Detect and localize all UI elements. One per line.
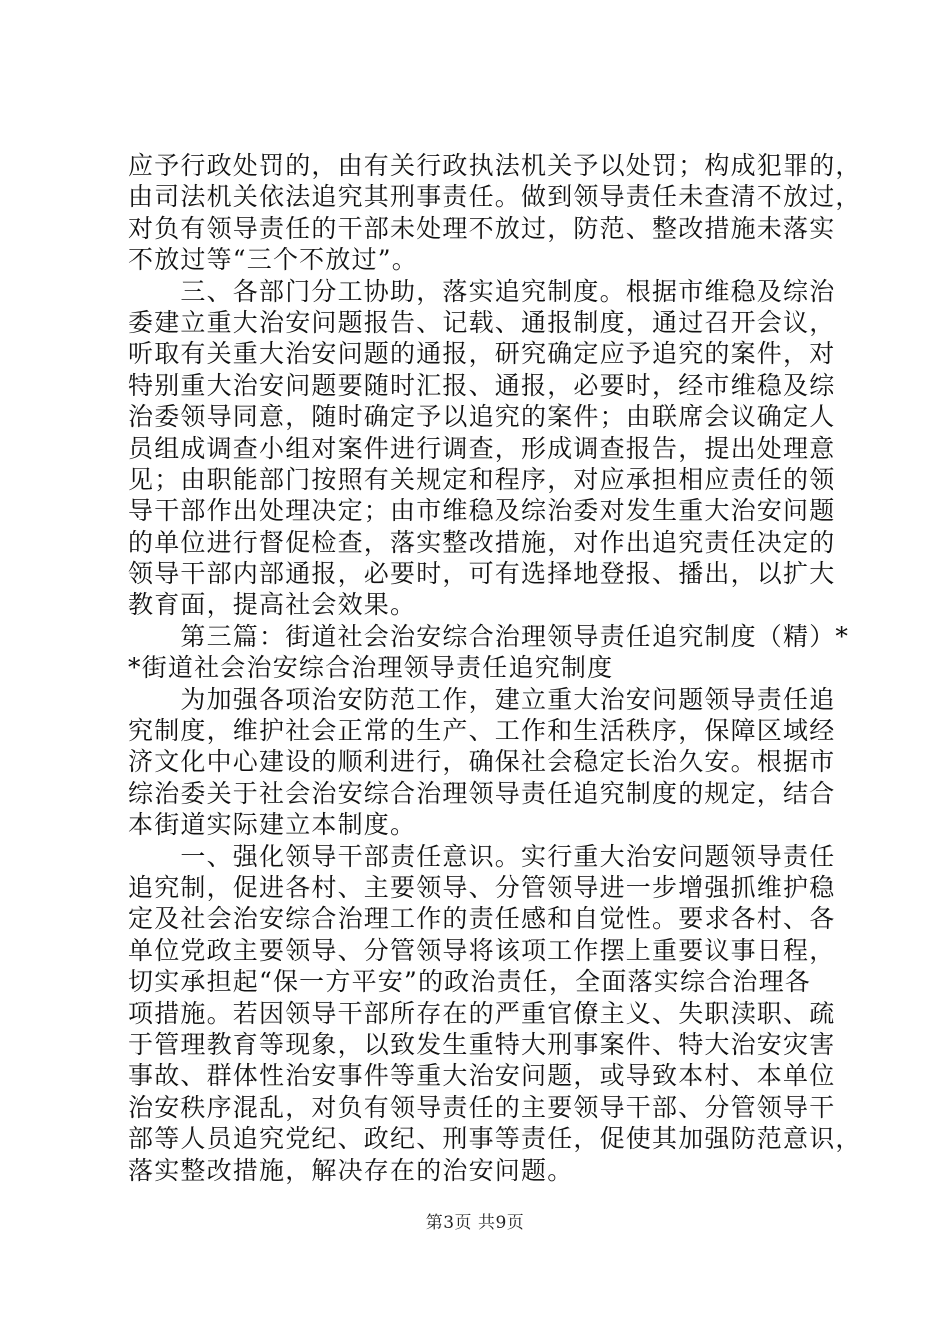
text-line: 落实整改措施，解决存在的治安问题。 xyxy=(128,1155,574,1185)
text-line: *街道社会治安综合治理领导责任追究制度 xyxy=(128,653,614,683)
text-line: 三、各部门分工协助，落实追究制度。根据市维稳及综治 xyxy=(128,276,836,306)
text-line: 于管理教育等现象，以致发生重特大刑事案件、特大治安灾害 xyxy=(128,1029,836,1059)
text-line: 事故、群体性治安事件等重大治安问题，或导致本村、本单位 xyxy=(128,1061,836,1091)
page-footer: 第3页 共9页 xyxy=(425,1213,525,1233)
text-line: 导干部作出处理决定；由市维稳及综治委对发生重大治安问题 xyxy=(128,496,836,526)
text-line: 究制度，维护社会正常的生产、工作和生活秩序，保障区域经 xyxy=(128,716,836,746)
text-line: 本街道实际建立本制度。 xyxy=(128,810,417,840)
text-line: 治委领导同意，随时确定予以追究的案件；由联席会议确定人 xyxy=(128,402,836,432)
text-line: 济文化中心建设的顺利进行，确保社会稳定长治久安。根据市 xyxy=(128,747,836,777)
text-line: 对负有领导责任的干部未处理不放过，防范、整改措施未落实 xyxy=(128,213,836,243)
text-line: 听取有关重大治安问题的通报，研究确定应予追究的案件，对 xyxy=(128,339,836,369)
text-line: 应予行政处罚的，由有关行政执法机关予以处罚；构成犯罪的， xyxy=(128,151,862,180)
text-line: 第三篇：街道社会治安综合治理领导责任追究制度（精）* xyxy=(128,621,850,651)
text-line: 部等人员追究党纪、政纪、刑事等责任，促使其加强防范意识， xyxy=(128,1124,862,1154)
text-line: 见；由职能部门按照有关规定和程序，对应承担相应责任的领 xyxy=(128,464,836,494)
text-line: 由司法机关依法追究其刑事责任。做到领导责任未查清不放过， xyxy=(128,182,862,212)
text-line: 员组成调查小组对案件进行调查，形成调查报告，提出处理意 xyxy=(128,433,836,463)
text-line: 一、强化领导干部责任意识。实行重大治安问题领导责任 xyxy=(128,841,836,871)
document-body xyxy=(128,150,862,1186)
text-line: 项措施。若因领导干部所存在的严重官僚主义、失职渎职、疏 xyxy=(128,998,836,1028)
text-line: 教育面，提高社会效果。 xyxy=(128,590,417,620)
text-line: 定及社会治安综合治理工作的责任感和自觉性。要求各村、各 xyxy=(128,904,836,934)
text-line: 领导干部内部通报，必要时，可有选择地登报、播出，以扩大 xyxy=(128,559,836,589)
text-line: 切实承担起“保一方平安”的政治责任，全面落实综合治理各 xyxy=(128,967,811,997)
text-line: 特别重大治安问题要随时汇报、通报，必要时，经市维稳及综 xyxy=(128,370,836,400)
text-line: 的单位进行督促检查，落实整改措施，对作出追究责任决定的 xyxy=(128,527,836,557)
text-line: 综治委关于社会治安综合治理领导责任追究制度的规定，结合 xyxy=(128,778,836,808)
text-line: 不放过等“三个不放过”。 xyxy=(128,245,418,275)
text-line: 治安秩序混乱，对负有领导责任的主要领导干部、分管领导干 xyxy=(128,1092,836,1122)
text-line: 委建立重大治安问题报告、记载、通报制度，通过召开会议， xyxy=(128,307,836,337)
text-line: 追究制，促进各村、主要领导、分管领导进一步增强抓维护稳 xyxy=(128,872,836,902)
text-line: 单位党政主要领导、分管领导将该项工作摆上重要议事日程， xyxy=(128,935,836,965)
text-line: 为加强各项治安防范工作，建立重大治安问题领导责任追 xyxy=(128,684,836,714)
